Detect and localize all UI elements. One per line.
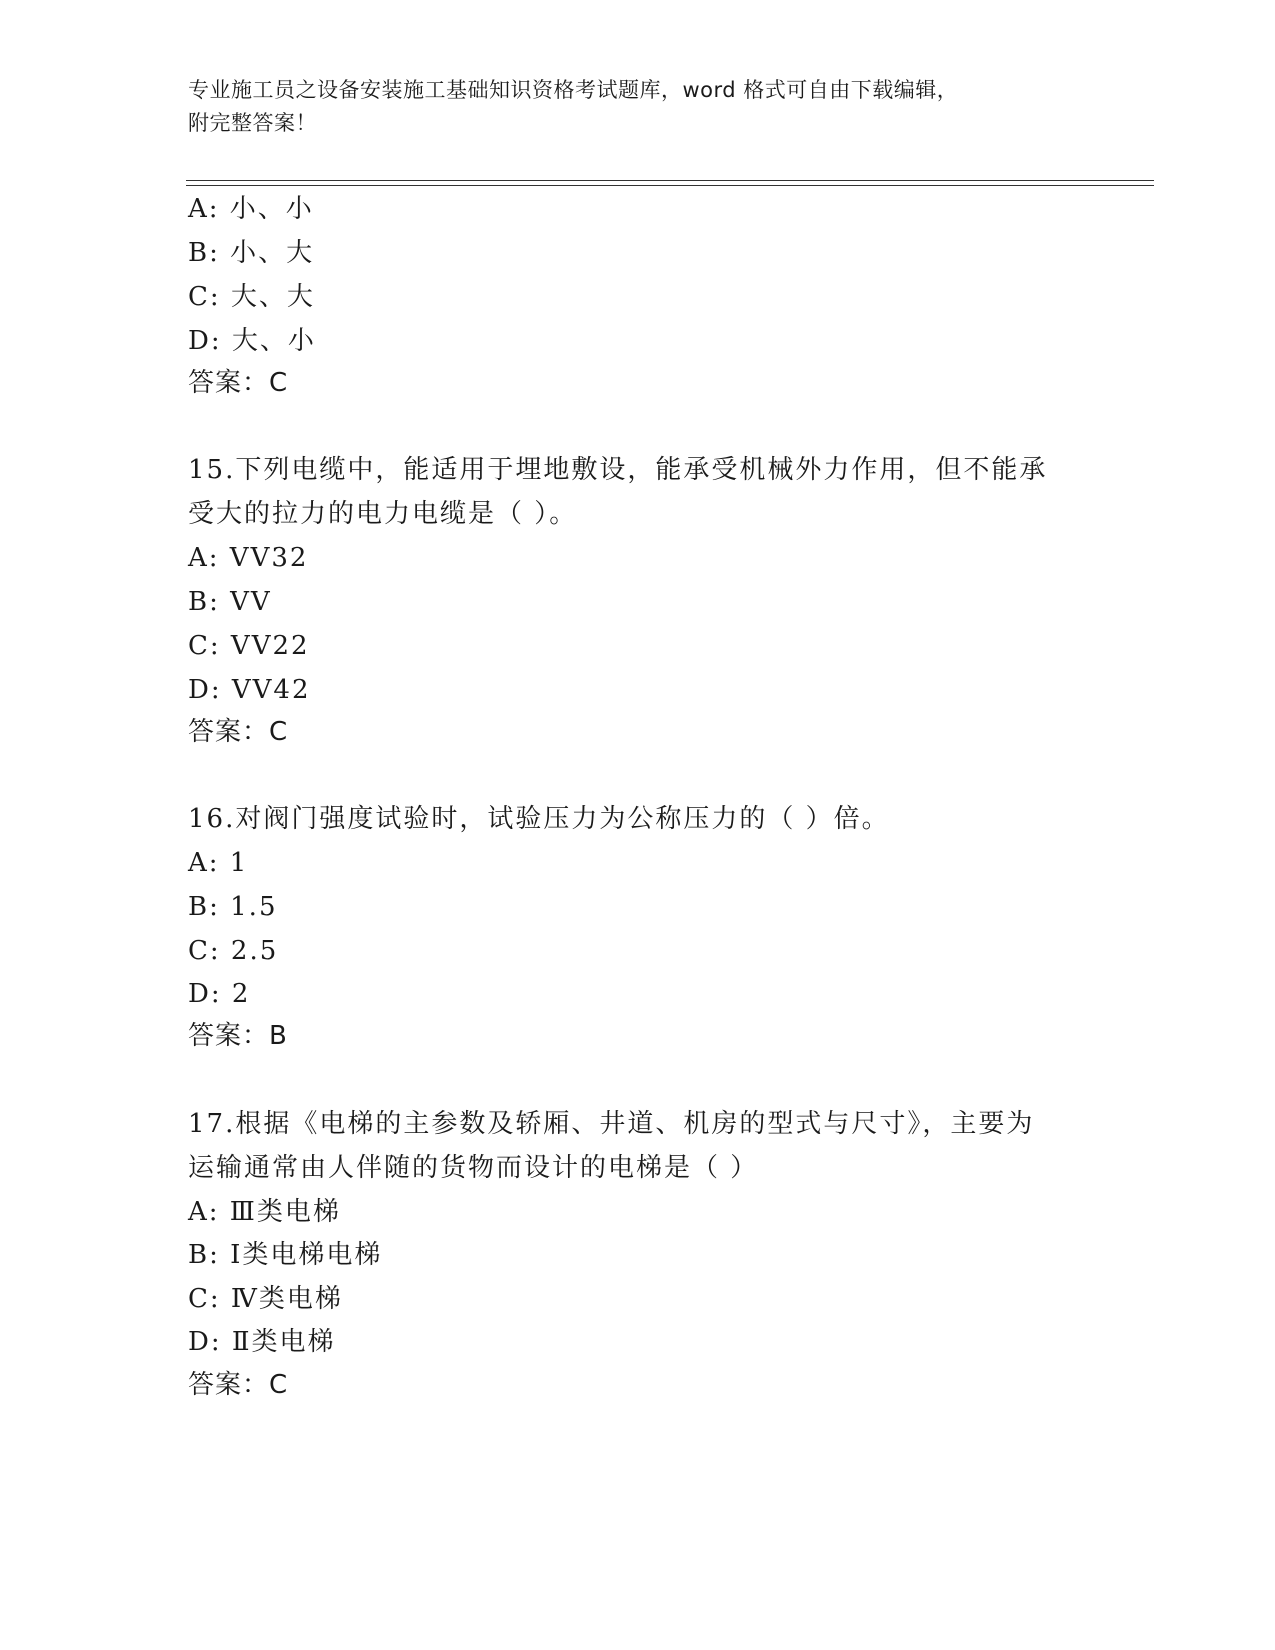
q17-answer: 答案：C bbox=[188, 1370, 289, 1400]
q14-option-b: B: 小、大 bbox=[188, 238, 315, 268]
header-divider-top bbox=[186, 180, 1154, 181]
q16-option-c: C: 2.5 bbox=[188, 936, 279, 966]
q14-option-a: A: 小、小 bbox=[188, 194, 314, 224]
q15-option-d: D: VV42 bbox=[188, 675, 311, 705]
header-line-1: 专业施工员之设备安装施工基础知识资格考试题库，word 格式可自由下载编辑， bbox=[188, 78, 959, 102]
q14-option-d: D: 大、小 bbox=[188, 326, 316, 356]
q15-answer: 答案：C bbox=[188, 717, 289, 747]
q15-option-b: B: VV bbox=[188, 587, 272, 617]
q17-stem-line-2: 运输通常由人伴随的货物而设计的电梯是（ ） bbox=[188, 1153, 759, 1183]
q15-option-c: C: VV22 bbox=[188, 631, 310, 661]
q16-option-b: B: 1.5 bbox=[188, 892, 278, 922]
q15-stem-line-1: 15.下列电缆中，能适用于埋地敷设，能承受机械外力作用，但不能承 bbox=[188, 455, 1048, 485]
q16-option-d: D: 2 bbox=[188, 979, 251, 1009]
header-line-2: 附完整答案！ bbox=[188, 111, 317, 135]
q16-option-a: A: 1 bbox=[188, 848, 249, 878]
q15-option-a: A: VV32 bbox=[188, 543, 309, 573]
q14-option-c: C: 大、大 bbox=[188, 282, 315, 312]
q14-answer: 答案：C bbox=[188, 368, 289, 398]
q17-option-c: C: Ⅳ类电梯 bbox=[188, 1284, 343, 1314]
q17-option-a: A: Ⅲ类电梯 bbox=[188, 1197, 341, 1227]
q17-option-b: B: Ⅰ类电梯电梯 bbox=[188, 1240, 383, 1270]
header-divider-bottom bbox=[186, 185, 1154, 186]
q16-stem-line-1: 16.对阀门强度试验时，试验压力为公称压力的（ ）倍。 bbox=[188, 804, 890, 834]
q17-stem-line-1: 17.根据《电梯的主参数及轿厢、井道、机房的型式与尺寸》，主要为 bbox=[188, 1109, 1035, 1139]
q15-stem-line-2: 受大的拉力的电力电缆是（ ）。 bbox=[188, 499, 578, 529]
q17-option-d: D: Ⅱ类电梯 bbox=[188, 1327, 336, 1357]
document-header bbox=[188, 74, 1088, 140]
q16-answer: 答案：B bbox=[188, 1021, 288, 1051]
